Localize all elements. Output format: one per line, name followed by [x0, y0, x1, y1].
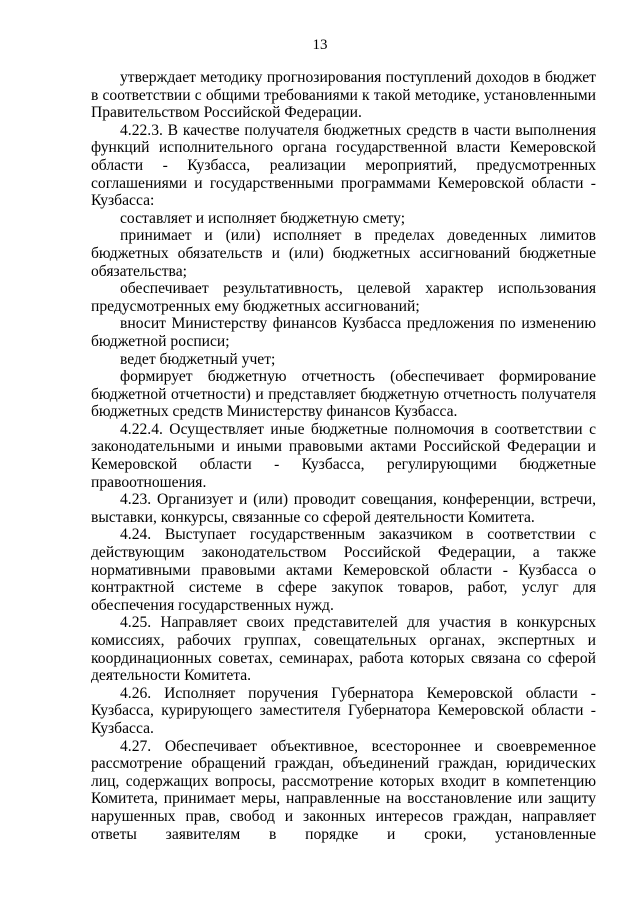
paragraph-obligations: принимает и (или) исполняет в пределах доведенных лимитов бюджетных обязательств и (или) бюджетных ассигнований бюджетные обязательства; [91, 227, 596, 280]
paragraph-4-23: 4.23. Организует и (или) проводит совещания, конференции, встречи, выставки, конкурсы, связанные со сферой деятельности Комитета. [91, 491, 596, 526]
paragraph-proposals: вносит Министерству финансов Кузбасса предложения по изменению бюджетной росписи; [91, 315, 596, 350]
paragraph-4-26: 4.26. Исполняет поручения Губернатора Кемеровской области - Кузбасса, курирующего заместителя Губернатора Кемеровской области - Кузбасса. [91, 684, 596, 737]
paragraph-4-25: 4.25. Направляет своих представителей для участия в конкурсных комиссиях, рабочих группах, совещательных органах, экспертных и координационных советах, семинарах, работа которых связана со сферой деятельности Комитета. [91, 614, 596, 685]
paragraph-4-24: 4.24. Выступает государственным заказчиком в соответствии с действующим законодательством Российской Федерации, а также нормативными правовыми актами Кемеровской области - Кузбасса о контрактной системе в сфере закупок товаров, работ, услуг для обеспечения государственных нужд. [91, 526, 596, 614]
paragraph-4-22-4: 4.22.4. Осуществляет иные бюджетные полномочия в соответствии с законодательными и иными правовыми актами Российской Федерации и Кемеровской области - Кузбасса, регулирующими бюджетные правоотношения. [91, 420, 596, 491]
paragraph-effectiveness: обеспечивает результативность, целевой характер использования предусмотренных ему бюджетных ассигнований; [91, 280, 596, 315]
paragraph-reporting: формирует бюджетную отчетность (обеспечивает формирование бюджетной отчетности) и представляет бюджетную отчетность получателя бюджетных средств Министерству финансов Кузбасса. [91, 368, 596, 421]
page-number: 13 [312, 37, 328, 53]
paragraph-budget-estimate: составляет и исполняет бюджетную смету; [120, 209, 406, 227]
paragraph-accounting: ведет бюджетный учет; [120, 350, 276, 368]
paragraph-4-27: 4.27. Обеспечивает объективное, всестороннее и своевременное рассмотрение обращений граждан, объединений граждан, юридических лиц, содержащих вопросы, рассмотрение которых входит в компетенцию Комитета, принимает меры, направленные на восстановление или защиту нарушенных прав, свобод и законных интересов граждан, направляет ответы заявителям в порядке и сроки, установленные [91, 737, 596, 843]
paragraph-4-22-3: 4.22.3. В качестве получателя бюджетных средств в части выполнения функций исполнительного органа государственной власти Кемеровской области - Кузбасса, реализации мероприятий, предусмотренных соглашениями и государственными программами Кемеровской области - Кузбасса: [91, 121, 596, 210]
document-body [91, 69, 596, 843]
paragraph-methodology: утверждает методику прогнозирования поступлений доходов в бюджет в соответствии с общими требованиями к такой методике, установленными Правительством Российской Федерации. [91, 69, 596, 122]
